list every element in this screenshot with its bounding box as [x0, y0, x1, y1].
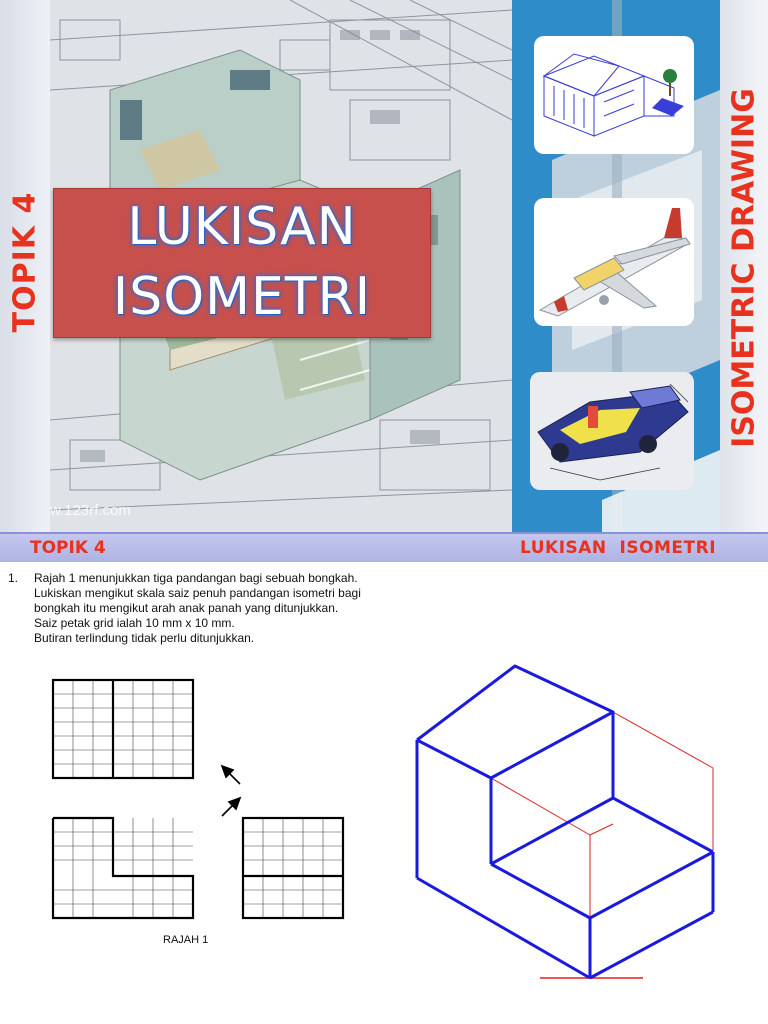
watermark-text: w.123rf.com [50, 502, 131, 519]
header-topic: TOPIK 4 [30, 538, 106, 558]
vertical-subject-label: ISOMETRIC DRAWING [726, 88, 762, 448]
question-line: bongkah itu mengikut arah anak panah yang ditunjukkan. [34, 601, 339, 615]
question-line: Saiz petak grid ialah 10 mm x 10 mm. [34, 616, 235, 630]
house-isometric-icon [534, 36, 694, 154]
section-header-bar [0, 532, 768, 562]
view-direction-arrows [222, 766, 240, 816]
orthographic-views [0, 670, 360, 940]
front-view [53, 680, 193, 778]
isometric-drawing [405, 660, 735, 990]
question-line: Rajah 1 menunjukkan tiga pandangan bagi sebuah bongkah. [34, 571, 358, 585]
isometric-object-edges [417, 666, 713, 978]
vertical-topic-label: TOPIK 4 [7, 191, 43, 333]
plan-view [53, 818, 193, 918]
question-text [34, 571, 361, 646]
question-line: Butiran terlindung tidak perlu ditunjukkan. [34, 631, 255, 645]
title-line-2: ISOMETRI [112, 267, 372, 327]
airplane-cutaway-icon [534, 198, 694, 326]
title-line-1: LUKISAN [127, 197, 357, 257]
house-card [534, 36, 694, 154]
question-number: 1. [8, 571, 19, 585]
figure-label: RAJAH 1 [163, 934, 209, 946]
car-card [530, 372, 694, 490]
airplane-card [534, 198, 694, 326]
title-banner [53, 188, 431, 338]
car-cutaway-icon [530, 372, 694, 490]
question-line: Lukiskan mengikut skala saiz penuh pandangan isometri bagi [34, 586, 361, 600]
header-title: LUKISAN ISOMETRI [520, 538, 717, 558]
side-view [243, 818, 343, 918]
